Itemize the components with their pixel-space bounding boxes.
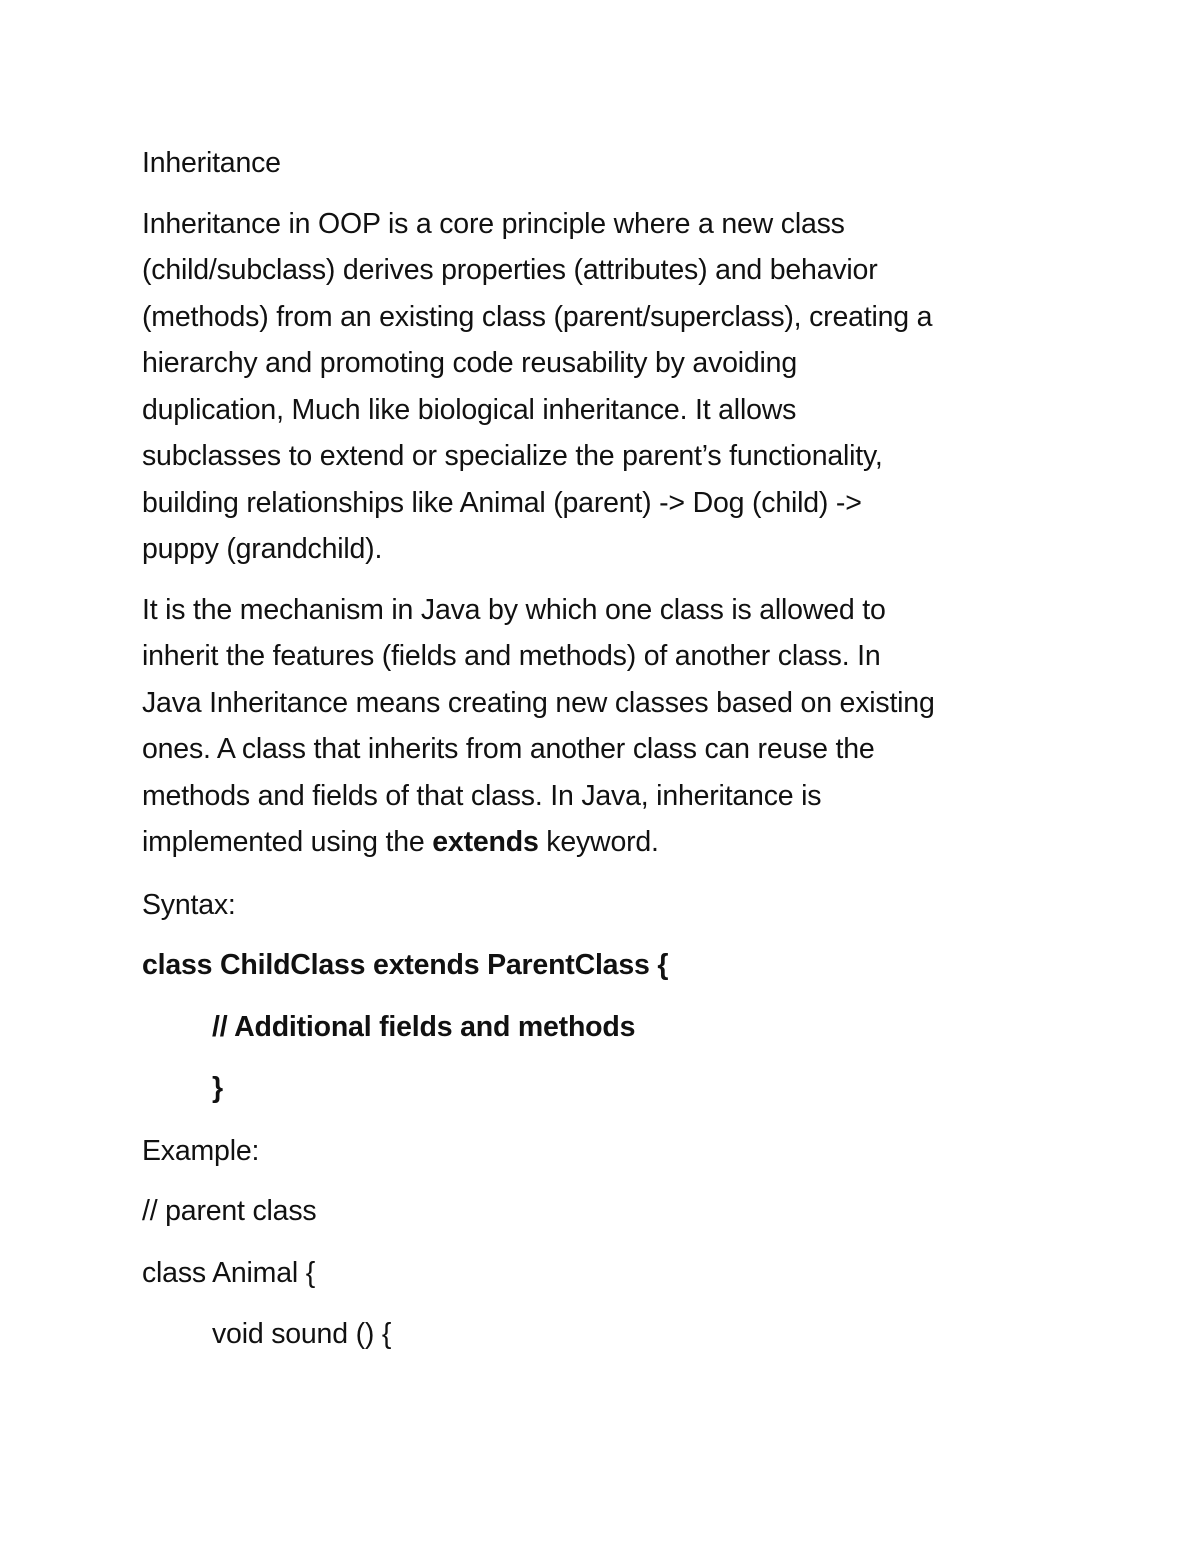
text-before-keyword: implemented using the (142, 826, 433, 858)
paragraph-line: hierarchy and promoting code reusability by avoiding (142, 347, 797, 379)
example-method-declaration: void sound () { (212, 1318, 392, 1350)
paragraph-line: methods and fields of that class. In Java, inheritance is (142, 779, 822, 812)
paragraph-last-line (142, 819, 1062, 866)
java-paragraph (142, 587, 1062, 866)
paragraph-line: puppy (grandchild). (142, 533, 383, 565)
paragraph-line: ones. A class that inherits from another class can reuse the (142, 733, 875, 765)
example-class-declaration: class Animal { (142, 1256, 316, 1289)
syntax-code-close-brace: } (212, 1072, 223, 1104)
example-code-comment: // parent class (142, 1195, 317, 1227)
extends-keyword: extends (432, 826, 539, 858)
document-body (142, 140, 1062, 1358)
text-after-keyword: keyword. (538, 826, 659, 858)
paragraph-line: It is the mechanism in Java by which one class is allowed to (142, 593, 886, 626)
paragraph-line: subclasses to extend or specialize the parent’s functionality, (142, 440, 883, 472)
paragraph-line: duplication, Much like biological inheritance. It allows (142, 393, 797, 426)
syntax-code-comment: // Additional fields and methods (212, 1010, 636, 1043)
paragraph-line: inherit the features (fields and methods) of another class. In (142, 640, 881, 672)
example-label: Example: (142, 1134, 260, 1167)
syntax-code-block (142, 942, 1062, 1112)
document-heading: Inheritance (142, 147, 281, 179)
paragraph-line: (child/subclass) derives properties (attributes) and behavior (142, 254, 878, 286)
syntax-label: Syntax: (142, 888, 236, 921)
example-code-block (142, 1188, 1062, 1358)
intro-paragraph (142, 201, 1062, 573)
syntax-code-line: class ChildClass extends ParentClass { (142, 949, 669, 981)
paragraph-line: Java Inheritance means creating new classes based on existing (142, 686, 935, 719)
paragraph-line: building relationships like Animal (parent) -> Dog (child) -> (142, 486, 862, 519)
paragraph-line: Inheritance in OOP is a core principle where a new class (142, 207, 845, 240)
paragraph-line: (methods) from an existing class (parent/superclass), creating a (142, 300, 933, 333)
